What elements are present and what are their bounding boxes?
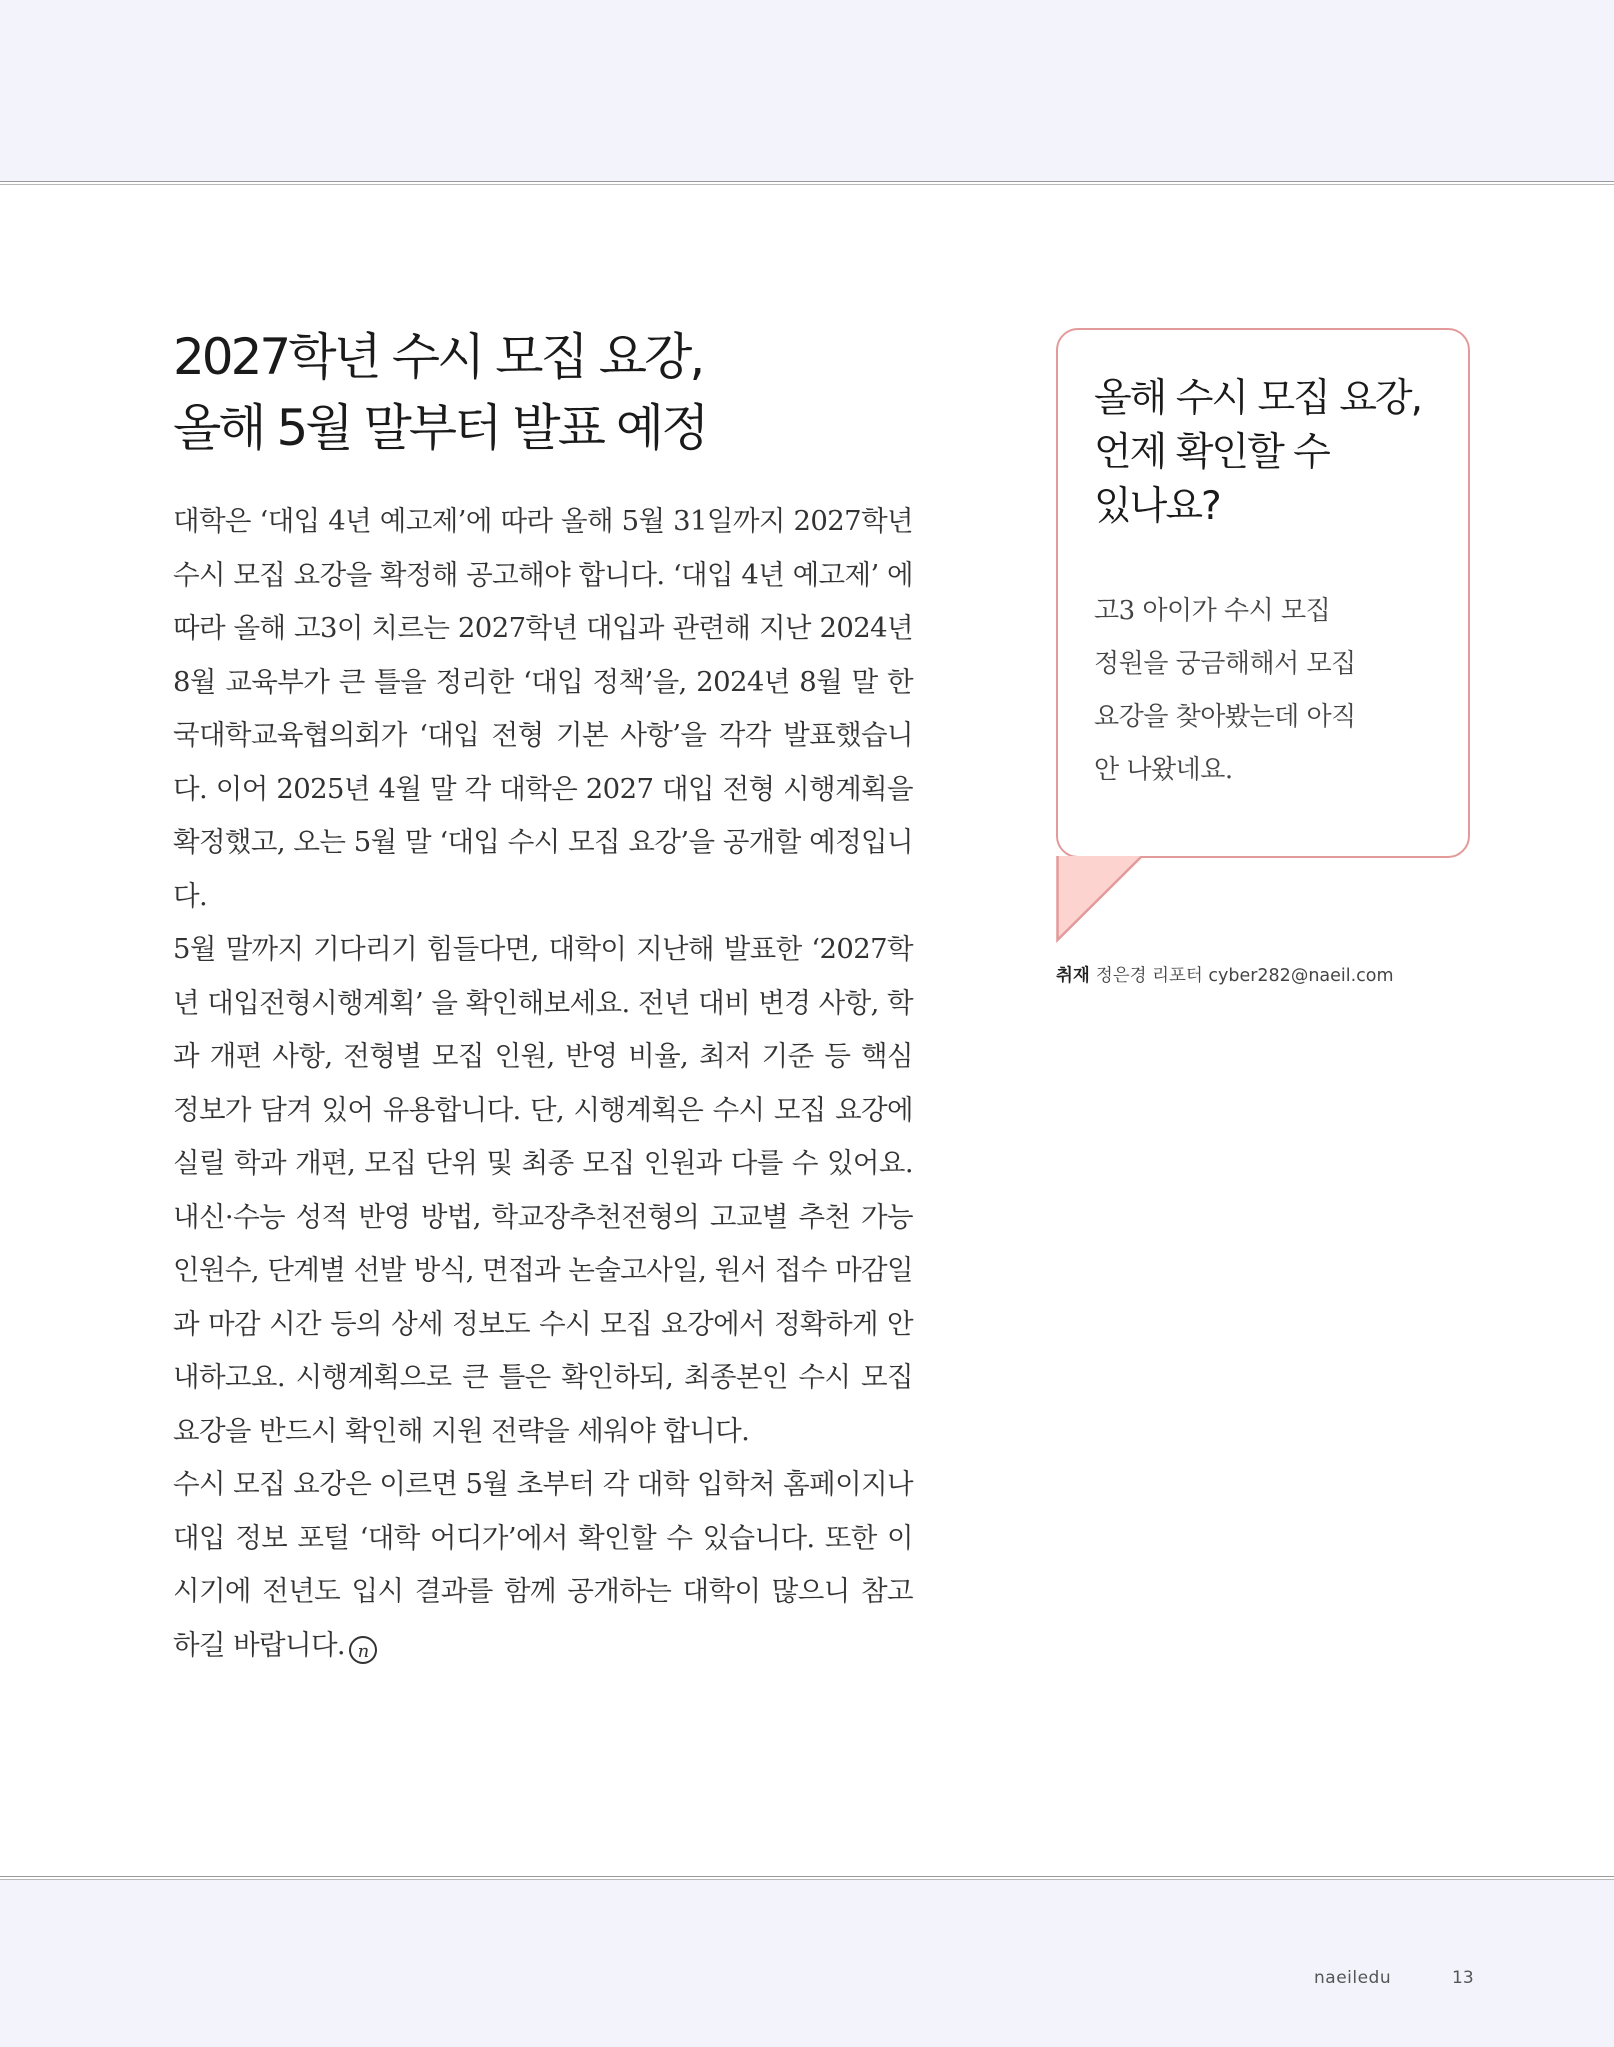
page-number: 13 <box>1452 1968 1474 1988</box>
credit-label: 취재 <box>1056 966 1090 986</box>
question-line: 올해 수시 모집 요강, <box>1094 376 1421 421</box>
answer-line: 고3 아이가 수시 모집 <box>1094 596 1331 626</box>
bubble-tail-icon <box>1056 856 1144 944</box>
answer-line: 안 나왔네요. <box>1094 755 1233 785</box>
article-title <box>173 322 953 464</box>
paragraph-text: 수시 모집 요강은 이르면 5월 초부터 각 대학 입학처 홈페이지나 대입 정보 포털 ‘대학 어디가’에서 확인할 수 있습니다. 또한 이 시기에 전년도 입시 결과를 함께 공개하는 대학이 많으니 참고하길 바랍니다. <box>173 1468 913 1661</box>
paragraph: 5월 말까지 기다리기 힘들다면, 대학이 지난해 발표한 ‘2027학년 대입전형시행계획’ 을 확인해보세요. 전년 대비 변경 사항, 학과 개편 사항, 전형별 모집 인원, 반영 비율, 최저 기준 등 핵심 정보가 담겨 있어 유용합니다. 단, 시행계획은 수시 모집 요강에 실릴 학과 개편, 모집 단위 및 최종 모집 인원과 다를 수 있어요. 내신·수능 성적 반영 방법, 학교장추천전형의 고교별 추천 가능 인원수, 단계별 선발 방식, 면접과 논술고사일, 원서 접수 마감일과 마감 시간 등의 상세 정보도 수시 모집 요강에서 정확하게 안내하고요. 시행계획으로 큰 틀은 확인하되, 최종본인 수시 모집 요강을 반드시 확인해 지원 전략을 세워야 합니다. <box>173 933 913 1447</box>
bottom-band <box>0 1880 1614 2047</box>
question-line: 있나요? <box>1094 484 1220 529</box>
article-body <box>173 495 913 1672</box>
sidebar-answer <box>1094 585 1434 797</box>
reporter-credit <box>1056 962 1394 987</box>
title-line: 올해 5월 말부터 발표 예정 <box>173 399 707 457</box>
question-line: 언제 확인할 수 <box>1094 430 1329 475</box>
paragraph <box>173 1458 913 1672</box>
top-band <box>0 0 1614 182</box>
answer-line: 정원을 궁금해해서 모집 <box>1094 649 1356 679</box>
top-rule <box>0 181 1614 185</box>
title-line: 2027학년 수시 모집 요강, <box>173 328 703 386</box>
paragraph: 대학은 ‘대입 4년 예고제’에 따라 올해 5월 31일까지 2027학년 수시 모집 요강을 확정해 공고해야 합니다. ‘대입 4년 예고제’ 에 따라 올해 고3이 치르는 2027학년 대입과 관련해 지난 2024년 8월 교육부가 큰 틀을 정리한 ‘대입 정책’을, 2024년 8월 말 한국대학교육협의회가 ‘대입 전형 기본 사항’을 각각 발표했습니다. 이어 2025년 4월 말 각 대학은 2027 대입 전형 시행계획을 확정했고, 오는 5월 말 ‘대입 수시 모집 요강’을 공개할 예정입니다. <box>173 505 913 912</box>
footer-brand: naeiledu <box>1314 1968 1392 1988</box>
answer-line: 요강을 찾아봤는데 아직 <box>1094 702 1356 732</box>
end-mark-icon: n <box>349 1636 377 1664</box>
sidebar-question <box>1094 372 1454 534</box>
credit-text: 정은경 리포터 cyber282@naeil.com <box>1095 966 1394 986</box>
